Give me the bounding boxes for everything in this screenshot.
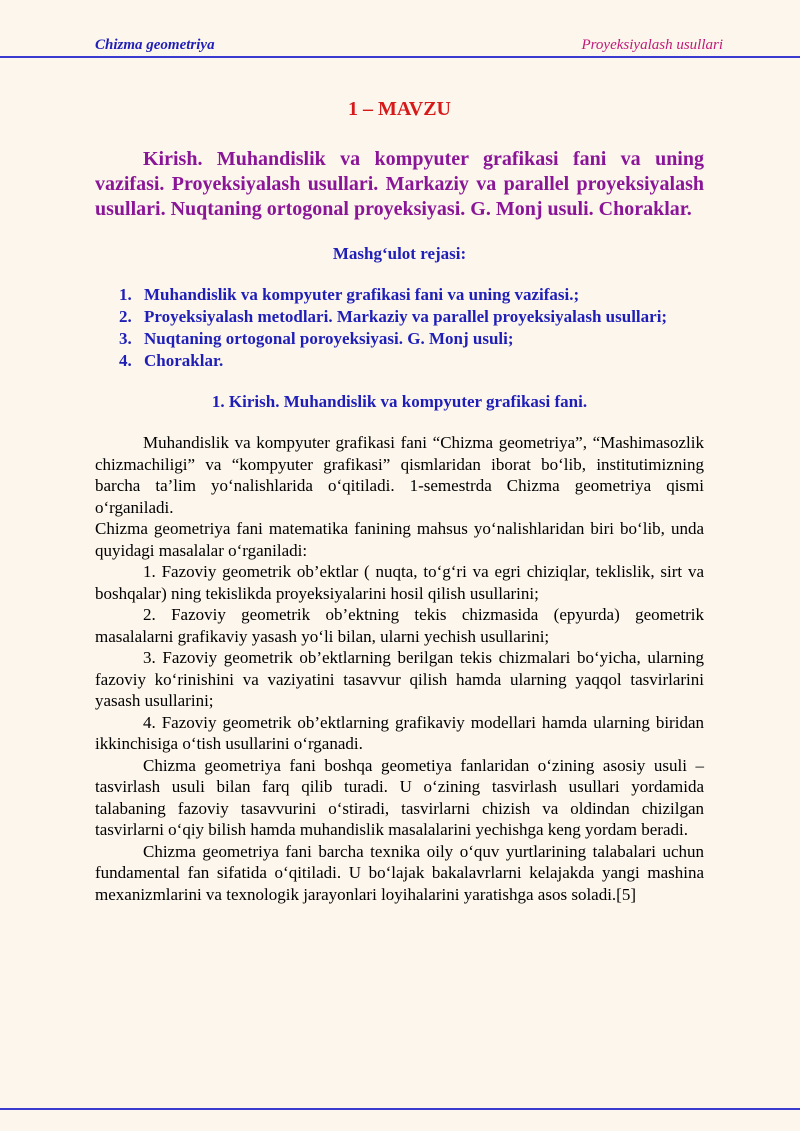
section-heading: 1. Kirish. Muhandislik va kompyuter grafikasi fani.: [211, 392, 588, 411]
lesson-title: Kirish. Muhandislik va kompyuter grafikasi fani va uning vazifasi. Proyeksiyalash usullari. Markaziy va parallel proyeksiyalash usullari. Nuqtaning ortogonal proyeksiyasi. G. Monj usuli. Choraklar.: [95, 148, 704, 220]
plan-item-number: 3.: [119, 329, 132, 348]
plan-item-text: Muhandislik va kompyuter grafikasi fani va uning vazifasi.;: [144, 285, 580, 304]
plan-item: [119, 306, 704, 328]
plan-item-text: Proyeksiyalash metodlari. Markaziy va parallel proyeksiyalash usullari;: [144, 307, 668, 326]
header-chapter-title: Proyeksiyalash usullari: [581, 37, 723, 53]
plan-item-number: 1.: [119, 285, 132, 304]
body-paragraph: Muhandislik va kompyuter grafikasi fani “Chizma geometriya”, “Mashimasozlik chizmachiligi” va “kompyuter grafikasi” qismlaridan iborat bo‘lib, institutimizning barcha ta’lim yo‘nalishlarida o‘qitiladi. 1-semestrda Chizma geometriya qismi o‘rganiladi.: [95, 433, 704, 517]
plan-item-number: 2.: [119, 307, 132, 326]
page-header: [0, 0, 800, 58]
body-paragraph: Chizma geometriya fani barcha texnika oily o‘quv yurtlarining talabalari uchun fundamental fan sifatida o‘qitiladi. U bo‘lajak bakalavrlarni kelajakda yangi mashina mexanizmlarini va texnologik jarayonlari loyihalarini yaratishga asos soladi.[5]: [95, 841, 704, 904]
body-paragraph: 2. Fazoviy geometrik ob’ektning tekis chizmasida (epyurda) geometrik masalalarni grafikaviy yasash yo‘li bilan, ularni yechish usullarini;: [95, 605, 704, 646]
plan-item-number: 4.: [119, 351, 132, 370]
body-paragraph: Chizma geometriya fani boshqa geometiya fanlaridan o‘zining asosiy usuli – tasvirlash usuli bilan farq qilib turadi. U o‘zining tasvirlash usullari yordamida talabaning fazoviy tasavvurini o‘stiradi, tasvirlarni chizish va oldindan chizilgan tasvirlarni o‘qiy bilish hamda muhandislik masalalarini yechishga keng yordam beradi.: [95, 755, 704, 839]
plan-item-text: Choraklar.: [144, 351, 224, 370]
topic-number: 1 – MAVZU: [348, 98, 451, 120]
body-paragraph: 3. Fazoviy geometrik ob’ektlarning berilgan tekis chizmalari bo‘yicha, ularning fazoviy ko‘rinishini va vaziyatini tasavvur qilish hamda ularning yaqqol tasvirlarini yasash usullarini;: [95, 648, 704, 710]
plan-item-text: Nuqtaning ortogonal poroyeksiyasi. G. Monj usuli;: [144, 329, 514, 348]
plan-list: [95, 284, 704, 372]
plan-item: [119, 284, 704, 306]
body-paragraph: 4. Fazoviy geometrik ob’ektlarning grafikaviy modellari hamda ularning biridan ikkinchisiga o‘tish usullarini o‘rganadi.: [95, 712, 704, 753]
header-book-title: Chizma geometriya: [95, 37, 215, 53]
page-content: [95, 98, 704, 905]
plan-item: [119, 350, 704, 372]
body-paragraph: Chizma geometriya fani matematika fanining mahsus yo‘nalishlaridan biri bo‘lib, unda quyidagi masalalar o‘rganiladi:: [95, 519, 704, 560]
footer-divider: [0, 1108, 800, 1110]
plan-heading: Mashg‘ulot rejasi:: [332, 244, 467, 263]
body-paragraph: 1. Fazoviy geometrik ob’ektlar ( nuqta, to‘g‘ri va egri chiziqlar, teklislik, sirt va boshqalar) ning tekislikda proyeksiyalarini hosil qilish usullarini;: [95, 562, 704, 603]
plan-item: [119, 328, 704, 350]
